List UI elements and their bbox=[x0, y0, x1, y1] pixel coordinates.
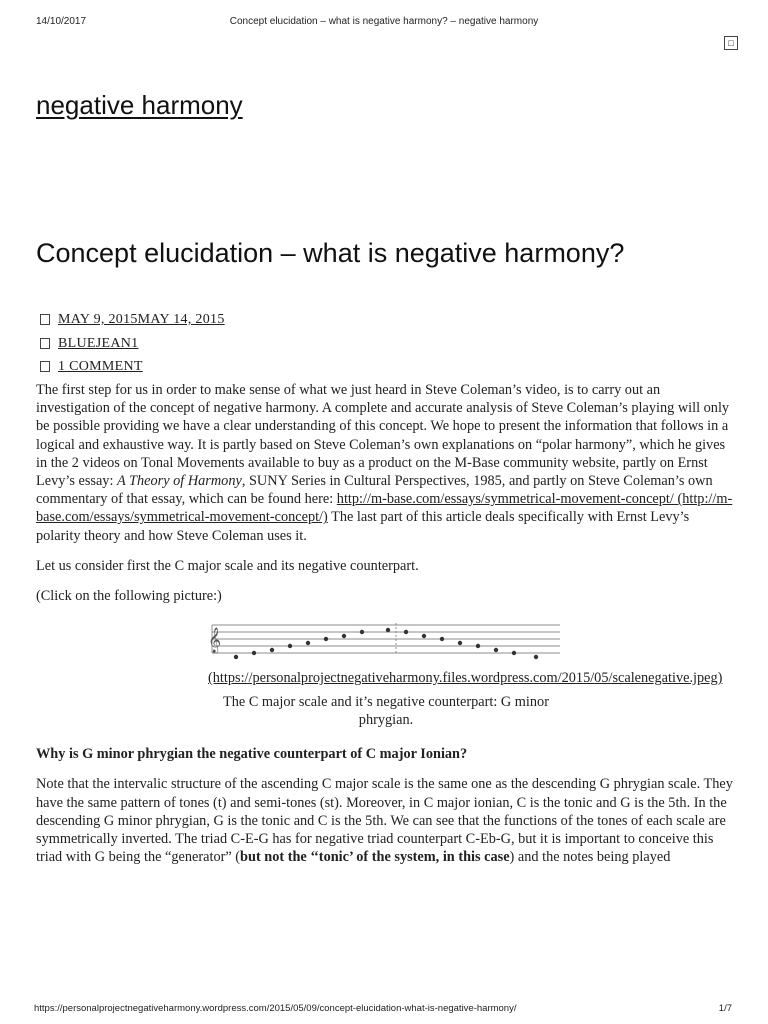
paragraph-intro: The first step for us in order to make sense of what we just heard in Steve Coleman’s video, is to carry out an investigation of the concept of negative harmony. A complete and accurate analysis of Steve Coleman’s playing will only be possible providing we have a clear understanding of this concept. We hope to present the information that follows in a logical and exhaustive way. It is partly based on Steve Coleman’s own explanations on “polar harmony”, which he gives in the 2 videos on Tonal Movements available to buy as a product on the M-Base community website, partly on Ernst Levy’s essay: A Theory of Harmony, SUNY Series in Cultural Perspectives, 1985, and partly on Steve Coleman’s own commentary of that essay, which can be found here: http://m-base.com/essays/symmetrical-movement-concept/ (http://m-base.com/essays/symmetrical-movement-concept/) The last part of this article deals specifically with Ernst Levy’s polarity theory and how Steve Coleman uses it. bbox=[36, 382, 733, 544]
meta-date bbox=[40, 310, 225, 334]
page-number: 1/7 bbox=[718, 1003, 732, 1014]
print-date: 14/10/2017 bbox=[36, 16, 87, 27]
post-date-link[interactable]: MAY 9, 2015MAY 14, 2015 bbox=[58, 312, 225, 327]
print-url: https://personalprojectnegativeharmony.wordpress.com/2015/05/09/concept-elucidation-what-is-negative-harmony/ bbox=[34, 1003, 517, 1014]
svg-text:𝄞: 𝄞 bbox=[208, 627, 222, 653]
site-title bbox=[36, 90, 243, 121]
comments-link[interactable]: 1 COMMENT bbox=[58, 359, 143, 374]
emphasis-text: but not the ‘‘tonic’ of the system, in this case bbox=[240, 849, 510, 866]
post-title: Concept elucidation – what is negative harmony? bbox=[36, 238, 625, 268]
post-content bbox=[36, 381, 736, 878]
figure-caption: The C major scale and it’s negative counterpart: G minor phrygian. bbox=[223, 694, 549, 729]
meta-author bbox=[40, 334, 225, 358]
site-title-link[interactable]: negative harmony bbox=[36, 90, 243, 120]
scale-figure bbox=[36, 617, 736, 729]
calendar-icon bbox=[40, 314, 50, 325]
paragraph-click-note: (Click on the following picture:) bbox=[36, 588, 222, 605]
section-question: Why is G minor phrygian the negative counterpart of C major Ionian? bbox=[36, 746, 468, 763]
meta-comments bbox=[40, 357, 225, 381]
book-title: A Theory of Harmony bbox=[117, 473, 242, 490]
post-meta bbox=[40, 310, 225, 381]
scale-image-link[interactable]: (https://personalprojectnegativeharmony.files.wordpress.com/2015/05/scalenegative.jpeg) bbox=[208, 670, 723, 687]
menu-icon[interactable]: □ bbox=[724, 36, 738, 50]
paragraph-analysis: Note that the intervalic structure of the ascending C major scale is the same one as the descending G phrygian scale. They have the same pattern of tones (t) and semi-tones (st). Moreover, in C major ionian, C is the tonic and G is the 5th. In the descending G minor phrygian, G is the tonic and C is the 5th. We can see that the functions of the tones of each scale are symmetrically inverted. The triad C-E-G has for negative triad counterpart C-Eb-G, but it is important to conceive this triad with G being the “generator” (but not the ‘‘tonic’ of the system, in this case) and the notes being played bbox=[36, 776, 733, 866]
paragraph-c-major: Let us consider first the C major scale and its negative counterpart. bbox=[36, 557, 419, 574]
author-link[interactable]: BLUEJEAN1 bbox=[58, 335, 139, 351]
m-base-essay-link[interactable]: http://m-base.com/essays/symmetrical-movement-concept/ (http://m-base.com/essays/symmetrical-movement-concept/) bbox=[36, 491, 733, 526]
print-document-title: Concept elucidation – what is negative harmony? – negative harmony bbox=[229, 16, 539, 27]
user-icon bbox=[40, 338, 50, 349]
scale-negative-image[interactable] bbox=[206, 617, 566, 663]
comment-icon bbox=[40, 361, 50, 372]
